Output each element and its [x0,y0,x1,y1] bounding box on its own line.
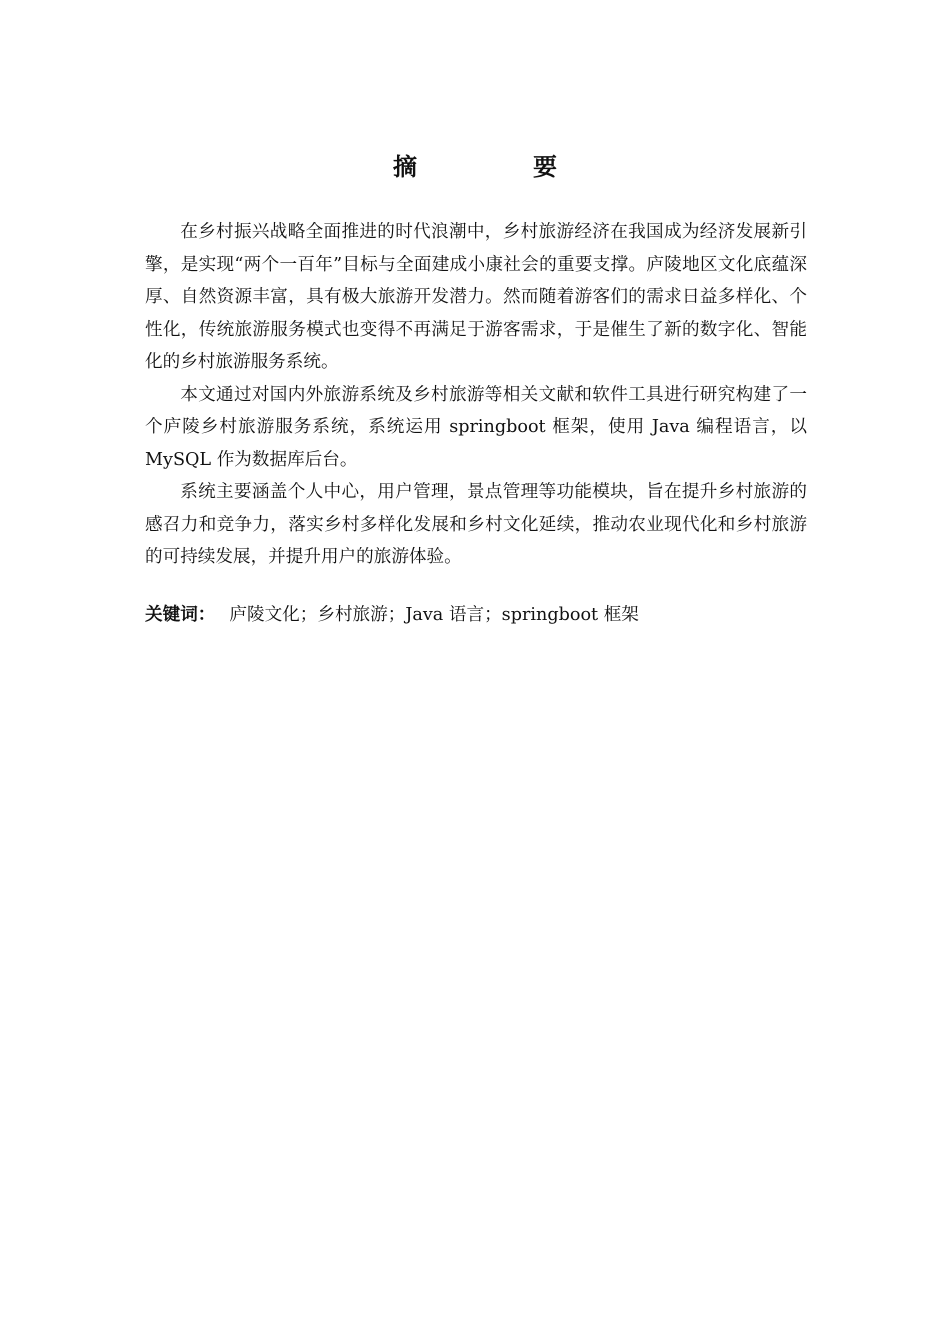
keywords-label: 关键词： [145,605,216,625]
abstract-paragraph-3: 系统主要涵盖个人中心，用户管理，景点管理等功能模块，旨在提升乡村旅游的感召力和竞争力，落实乡村多样化发展和乡村文化延续，推动农业现代化和乡村旅游的可持续发展，并提升用户的旅游体验。 [145,482,807,567]
abstract-body [145,216,807,574]
keywords-text: 庐陵文化；乡村旅游；Java 语言；springboot 框架 [229,605,639,625]
abstract-paragraph-1: 在乡村振兴战略全面推进的时代浪潮中，乡村旅游经济在我国成为经济发展新引擎，是实现“两个一百年”目标与全面建成小康社会的重要支撑。庐陵地区文化底蕴深厚、自然资源丰富，具有极大旅游开发潜力。然而随着游客们的需求日益多样化、个性化，传统旅游服务模式也变得不再满足于游客需求，于是催生了新的数字化、智能化的乡村旅游服务系统。 [145,222,807,372]
keywords-line [145,599,807,631]
abstract-title: 摘 要 [393,153,603,181]
abstract-paragraph-2: 本文通过对国内外旅游系统及乡村旅游等相关文献和软件工具进行研究构建了一个庐陵乡村旅游服务系统，系统运用 springboot 框架，使用 Java 编程语言，以 MySQL 作为数据库后台。 [145,384,807,470]
